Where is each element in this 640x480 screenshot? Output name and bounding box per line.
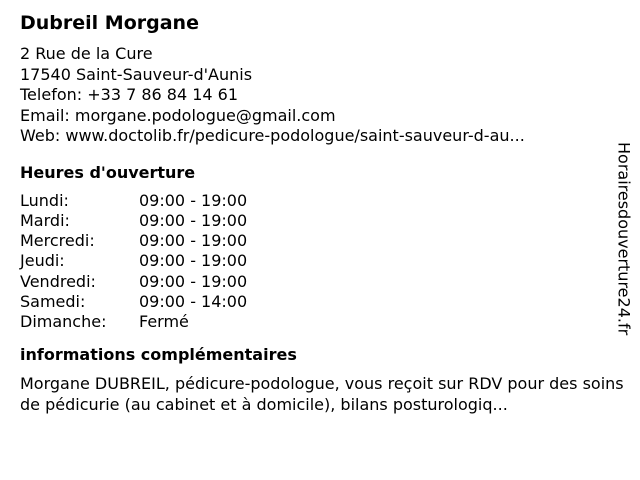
day-label: Mercredi: [20,231,95,251]
day-hours: 09:00 - 14:00 [139,291,248,311]
web-line: Web: www.doctolib.fr/pedicure-podologue/saint-sauveur-d-au... [20,126,525,145]
day-hours: 09:00 - 19:00 [139,231,248,251]
day-hours: 09:00 - 19:00 [139,271,248,291]
hours-row-jeudi [20,251,620,271]
day-hours: 09:00 - 19:00 [139,190,248,210]
day-hours: 09:00 - 19:00 [139,210,248,230]
contact-block [20,44,620,147]
hours-title: Heures d'ouverture [20,162,196,182]
watermark-text: Horairesdouverture24.fr [614,142,634,336]
email-line: Email: morgane.podologue@gmail.com [20,105,336,125]
hours-row-samedi [20,292,620,312]
info-title: informations complémentaires [20,344,297,364]
phone-line: Telefon: +33 7 86 84 14 61 [20,85,239,104]
hours-row-lundi [20,191,620,211]
day-label: Lundi: [20,190,69,210]
hours-table [20,191,620,333]
day-hours: 09:00 - 19:00 [139,251,248,271]
hours-row-vendredi [20,272,620,292]
city-address: 17540 Saint-Sauveur-d'Aunis [20,64,253,84]
hours-row-mardi [20,211,620,231]
hours-row-dimanche [20,312,620,332]
day-label: Dimanche: [20,312,107,332]
street-address: 2 Rue de la Cure [20,44,153,63]
business-name: Dubreil Morgane [20,12,199,34]
info-description: Morgane DUBREIL, pédicure-podologue, vous reçoit sur RDV pour des soins de pédicurie (au cabinet et à domicile), bilans posturologiq... [20,373,624,414]
hours-row-mercredi [20,231,620,251]
watermark [612,134,636,344]
day-hours: Fermé [139,312,189,332]
day-label: Samedi: [20,291,86,311]
day-label: Mardi: [20,210,70,230]
day-label: Jeudi: [20,251,65,271]
day-label: Vendredi: [20,271,96,291]
